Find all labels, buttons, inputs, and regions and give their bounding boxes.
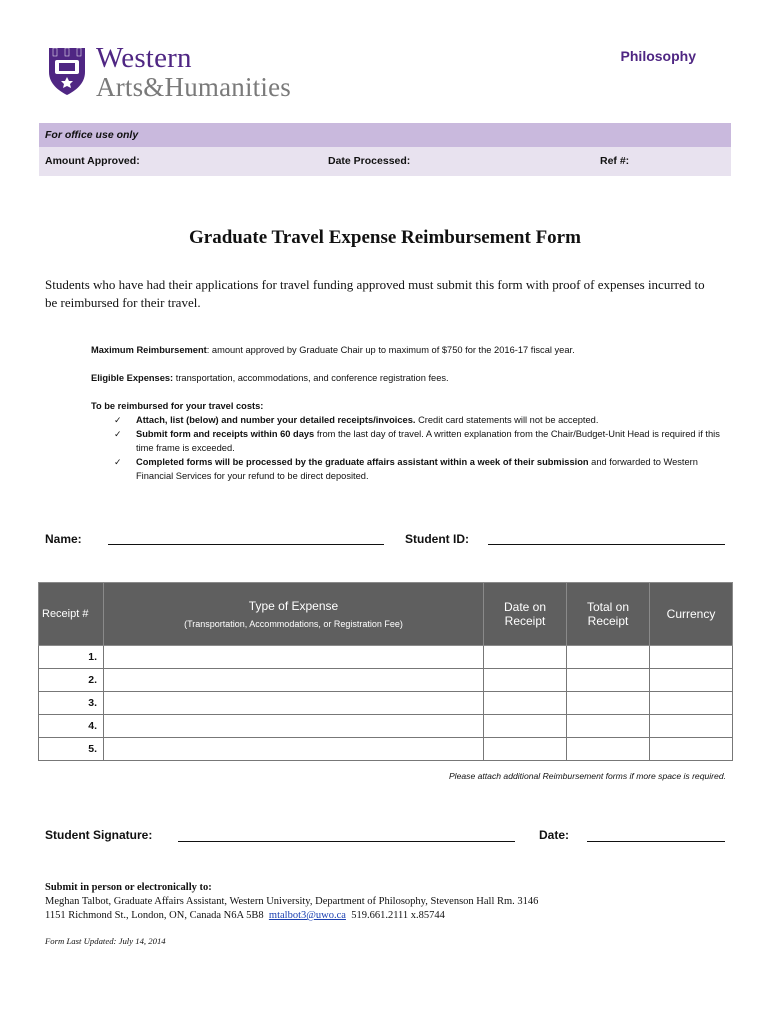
currency-header: Currency	[650, 583, 733, 646]
logo-wordmark-western: Western	[96, 42, 192, 74]
checkmark-icon: ✓	[114, 457, 122, 467]
receipt-number-cell: 4.	[39, 715, 104, 738]
eligible-expenses-text: transportation, accommodations, and conference registration fees.	[173, 373, 449, 383]
type-of-expense-title: Type of Expense	[248, 599, 339, 613]
amount-approved-label: Amount Approved:	[45, 155, 140, 167]
currency-cell[interactable]	[650, 715, 733, 738]
currency-cell[interactable]	[650, 738, 733, 761]
eligible-expenses-label: Eligible Expenses:	[91, 373, 174, 383]
checklist-item-text: from the last day of travel. A written explanation from the Chair/Budget-Unit Head is required if this time frame is exceeded.	[136, 429, 720, 453]
name-input-line[interactable]	[108, 534, 384, 545]
receipt-number-cell: 1.	[39, 646, 104, 669]
western-shield-logo	[47, 46, 87, 96]
max-reimbursement-line	[91, 343, 711, 357]
receipts-table	[38, 582, 733, 761]
date-processed-label: Date Processed:	[328, 155, 411, 167]
office-use-row	[39, 147, 731, 176]
currency-cell[interactable]	[650, 692, 733, 715]
address-line	[45, 909, 685, 923]
table-row	[39, 692, 733, 715]
checklist-item-text: and forwarded to Western Financial Services for your refund to be direct deposited.	[136, 457, 698, 481]
table-row	[39, 715, 733, 738]
table-row	[39, 669, 733, 692]
type-cell[interactable]	[104, 715, 484, 738]
receipt-number-cell: 3.	[39, 692, 104, 715]
checklist-item-bold: Attach, list (below) and number your detailed receipts/invoices.	[136, 415, 416, 425]
page-title: Graduate Travel Expense Reimbursement Form	[189, 227, 581, 248]
logo-wordmark-faculty: Arts&Humanities	[96, 72, 291, 102]
table-row	[39, 646, 733, 669]
total-on-receipt-header: Total on Receipt	[567, 583, 650, 646]
receipt-number-cell: 5.	[39, 738, 104, 761]
name-label: Name:	[45, 532, 82, 546]
submit-info	[45, 881, 685, 923]
type-of-expense-header	[104, 583, 484, 646]
student-id-label: Student ID:	[405, 532, 469, 546]
student-id-input-line[interactable]	[488, 534, 725, 545]
date-cell[interactable]	[484, 669, 567, 692]
table-row	[39, 738, 733, 761]
type-cell[interactable]	[104, 669, 484, 692]
submit-heading: Submit in person or electronically to:	[45, 882, 212, 893]
currency-cell[interactable]	[650, 646, 733, 669]
reimbursement-heading: To be reimbursed for your travel costs:	[91, 401, 264, 411]
checklist-item	[91, 413, 721, 427]
receipt-number-header: Receipt #	[39, 583, 104, 646]
email-link[interactable]: mtalbot3@uwo.ca	[268, 910, 346, 921]
department-name: Philosophy	[620, 48, 696, 64]
form-last-updated: Form Last Updated: July 14, 2014	[45, 936, 166, 946]
intro-paragraph: Students who have had their applications for travel funding approved must submit this form with proof of expenses incurred to be reimbursed for their travel.	[45, 277, 705, 310]
type-cell[interactable]	[104, 692, 484, 715]
max-reimbursement-label: Maximum Reimbursement	[91, 345, 207, 355]
reimbursement-checklist	[91, 413, 721, 483]
checklist-item-bold: Submit form and receipts within 60 days	[136, 429, 315, 439]
checklist-item-text: Credit card statements will not be accepted.	[415, 415, 599, 425]
date-cell[interactable]	[484, 715, 567, 738]
type-cell[interactable]	[104, 646, 484, 669]
eligible-expenses-line	[91, 371, 711, 385]
total-cell[interactable]	[567, 669, 650, 692]
date-cell[interactable]	[484, 646, 567, 669]
type-of-expense-subtitle: (Transportation, Accommodations, or Registration Fee)	[184, 619, 403, 629]
type-cell[interactable]	[104, 738, 484, 761]
receipt-number-cell: 2.	[39, 669, 104, 692]
checklist-item	[91, 427, 721, 455]
max-reimbursement-text: : amount approved by Graduate Chair up to maximum of $750 for the 2016-17 fiscal year.	[206, 345, 575, 355]
student-signature-label: Student Signature:	[45, 828, 153, 842]
checklist-item	[91, 455, 721, 483]
signature-input-line[interactable]	[178, 831, 515, 842]
checkmark-icon: ✓	[114, 415, 122, 425]
total-cell[interactable]	[567, 715, 650, 738]
total-cell[interactable]	[567, 646, 650, 669]
checklist-item-bold: Completed forms will be processed by the graduate affairs assistant within a week of their submission	[136, 457, 589, 467]
date-cell[interactable]	[484, 692, 567, 715]
phone-text: 519.661.2111 x.85744	[351, 910, 445, 921]
date-on-receipt-header: Date on Receipt	[484, 583, 567, 646]
total-cell[interactable]	[567, 738, 650, 761]
checkmark-icon: ✓	[114, 429, 122, 439]
date-label: Date:	[539, 828, 570, 842]
address-text: 1151 Richmond St., London, ON, Canada N6A 5B8	[45, 910, 264, 921]
office-use-box	[39, 123, 731, 176]
contact-line: Meghan Talbot, Graduate Affairs Assistant, Western University, Department of Philosophy, Stevenson Hall Rm. 3146	[45, 896, 539, 907]
date-cell[interactable]	[484, 738, 567, 761]
date-input-line[interactable]	[587, 831, 725, 842]
currency-cell[interactable]	[650, 669, 733, 692]
office-use-heading: For office use only	[39, 123, 731, 147]
attach-note: Please attach additional Reimbursement forms if more space is required.	[448, 771, 726, 781]
total-cell[interactable]	[567, 692, 650, 715]
table-header-row	[39, 583, 733, 646]
ref-number-label: Ref #:	[600, 155, 630, 167]
